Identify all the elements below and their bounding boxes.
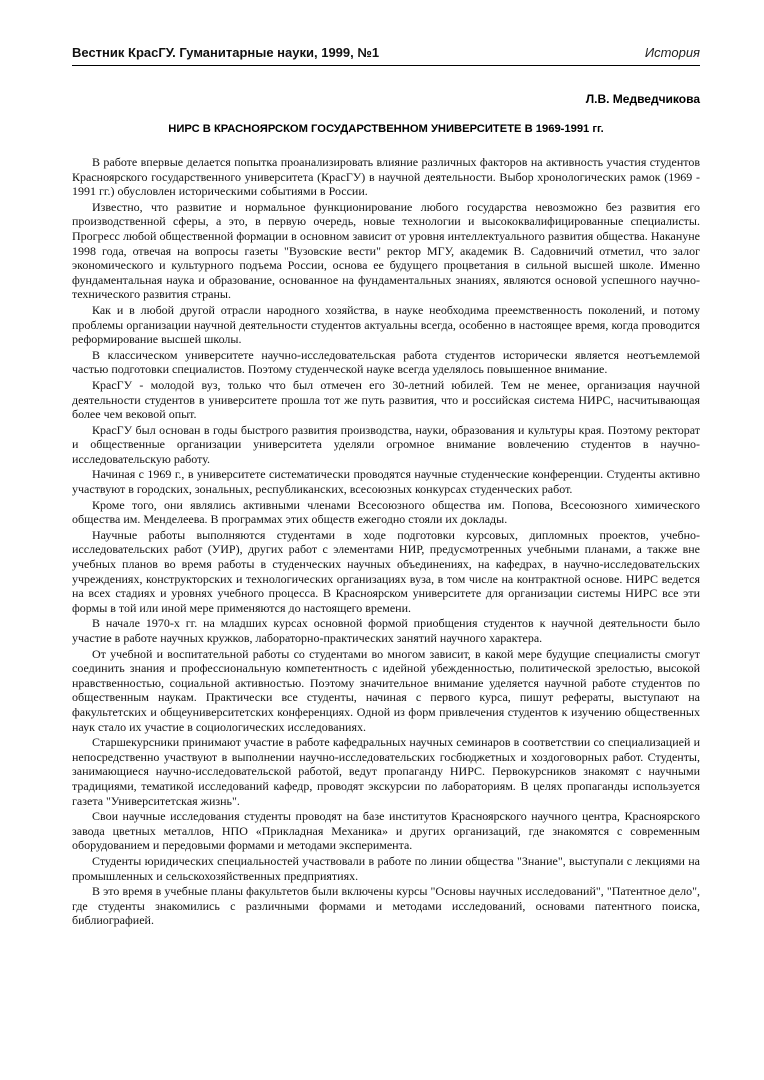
section-name: История xyxy=(644,45,700,60)
paragraph: В работе впервые делается попытка проанализировать влияние различных факторов на активность участия студентов Красноярского государственного университета (КрасГУ) в научной деятельности. Выбор хронологических рамок (1969 - 1991 гг.) обусловлен историческими событиями в России. xyxy=(72,155,700,199)
paragraph: КрасГУ был основан в годы быстрого развития производства, науки, образования и культуры края. Поэтому ректорат и общественные организации университета уделяли огромное внимание вовлечению студентов в научно-исследовательскую работу. xyxy=(72,422,700,466)
paragraph: Начиная с 1969 г., в университете систематически проводятся научные студенческие конференции. Студенты активно участвуют в городских, зональных, республиканских, всесоюзных конкурсах студенческих работ. xyxy=(72,467,700,497)
paragraph: Как и в любой другой отрасли народного хозяйства, в науке необходима преемственность поколений, и потому проблемы организации научной деятельности студентов актуальны всегда, особенно в настоящее время, когда проводится реформирование высшей школы. xyxy=(72,302,700,347)
header-rule xyxy=(72,65,700,66)
paragraph: В это время в учебные планы факультетов были включены курсы "Основы научных исследований", "Патентное дело", где студенты знакомились с различными формами и методами исследований, основами патентного поиска, библиографией. xyxy=(72,884,700,928)
paragraph: В классическом университете научно-исследовательская работа студентов исторически является неотъемлемой частью подготовки специалистов. Поэтому студенческой науке всегда уделялось повышенное внимание. xyxy=(72,347,700,377)
journal-title: Вестник КрасГУ. Гуманитарные науки, 1999, №1 xyxy=(72,45,380,60)
paragraph: Кроме того, они являлись активными членами Всесоюзного общества им. Попова, Всесоюзного химического общества им. Менделеева. В программах этих обществ ежегодно стояли их доклады. xyxy=(72,497,700,527)
paragraph: Студенты юридических специальностей участвовали в работе по линии общества "Знание", выступали с лекциями на промышленных и сельскохозяйственных предприятиях. xyxy=(72,853,700,883)
paragraph: Научные работы выполняются студентами в ходе подготовки курсовых, дипломных проектов, учебно-исследовательских работ (УИР), других работ с элементами НИР, предусмотренных учебными планами, а также вне учебных планов во время работы в студенческих научных объединениях, на кафедрах, в научно-исследовательских учреждениях, конструкторских и технологических организациях вуза, в том числе на контрактной основе. НИРС ведется на всех стадиях и уровнях учебного процесса. В Красноярском университете для организации системы НИРС все эти формы в той или иной мере применяются до настоящего времени. xyxy=(72,527,700,615)
paragraph: Известно, что развитие и нормальное функционирование любого государства невозможно без развития его производственной сферы, а это, в первую очередь, новые технологии и высококвалифицированные специалисты. Прогресс любой общественной формации в основном зависит от уровня интеллектуального развития общества. Накануне 1998 года, отвечая на вопросы газеты "Вузовские вести" ректор МГУ, академик В. Садовничий отметил, что залог экономического и культурного подъема России, основа ее будущего процветания в сильной высшей школе. Именно фундаментальная наука и образование, основанное на фундаментальных знаниях, являются основой успешного научно-технического развития страны. xyxy=(72,199,700,302)
author-name: Л.В. Медведчикова xyxy=(585,92,700,106)
paragraph: От учебной и воспитательной работы со студентами во многом зависит, в какой мере будущие специалисты смогут соединить знания и профессиональную компетентность с идейной убежденностью, политической зрелостью, высокой нравственностью, социальной активностью. Поэтому значительное внимание уделяется научной работе студентов по общественным наукам. Практически все студенты, начиная с первого курса, пишут рефераты, выступают на факультетских и общеуниверситетских конференциях. Одной из форм привлечения студентов к изучению общественных наук стало их участие в социологических исследованиях. xyxy=(72,646,700,734)
article-title: НИРС В КРАСНОЯРСКОМ ГОСУДАРСТВЕННОМ УНИВЕРСИТЕТЕ В 1969-1991 гг. xyxy=(168,123,604,135)
paragraph: КрасГУ - молодой вуз, только что был отмечен его 30-летний юбилей. Тем не менее, организация научной деятельности студентов в университете прошла тот же путь развития, что и российская система НИРС, насчитывающая более чем вековой опыт. xyxy=(72,377,700,422)
running-header xyxy=(72,40,700,66)
paragraph: Старшекурсники принимают участие в работе кафедральных научных семинаров в соответствии со специализацией и непосредственно участвуют в выполнении научно-исследовательских госбюджетных и хоздоговорных работ. Студенты, занимающиеся научно-исследовательской работой, ведут пропаганду НИРС. Первокурсников знакомят с научными традициями, тематикой исследований кафедр, проводят экскурсии по лабораториям. В целях пропаганды используется газета "Университетская жизнь". xyxy=(72,735,700,808)
article-body xyxy=(72,155,700,929)
paragraph: Свои научные исследования студенты проводят на базе институтов Красноярского научного центра, Красноярского завода цветных металлов, НПО «Прикладная Механика» и других организаций, где знакомятся с современным оборудованием и передовыми формами и методами эксперимента. xyxy=(72,809,700,853)
paragraph: В начале 1970-х гг. на младших курсах основной формой приобщения студентов к научной деятельности было участие в работе научных кружков, лабораторно-практических занятий научного характера. xyxy=(72,616,700,645)
